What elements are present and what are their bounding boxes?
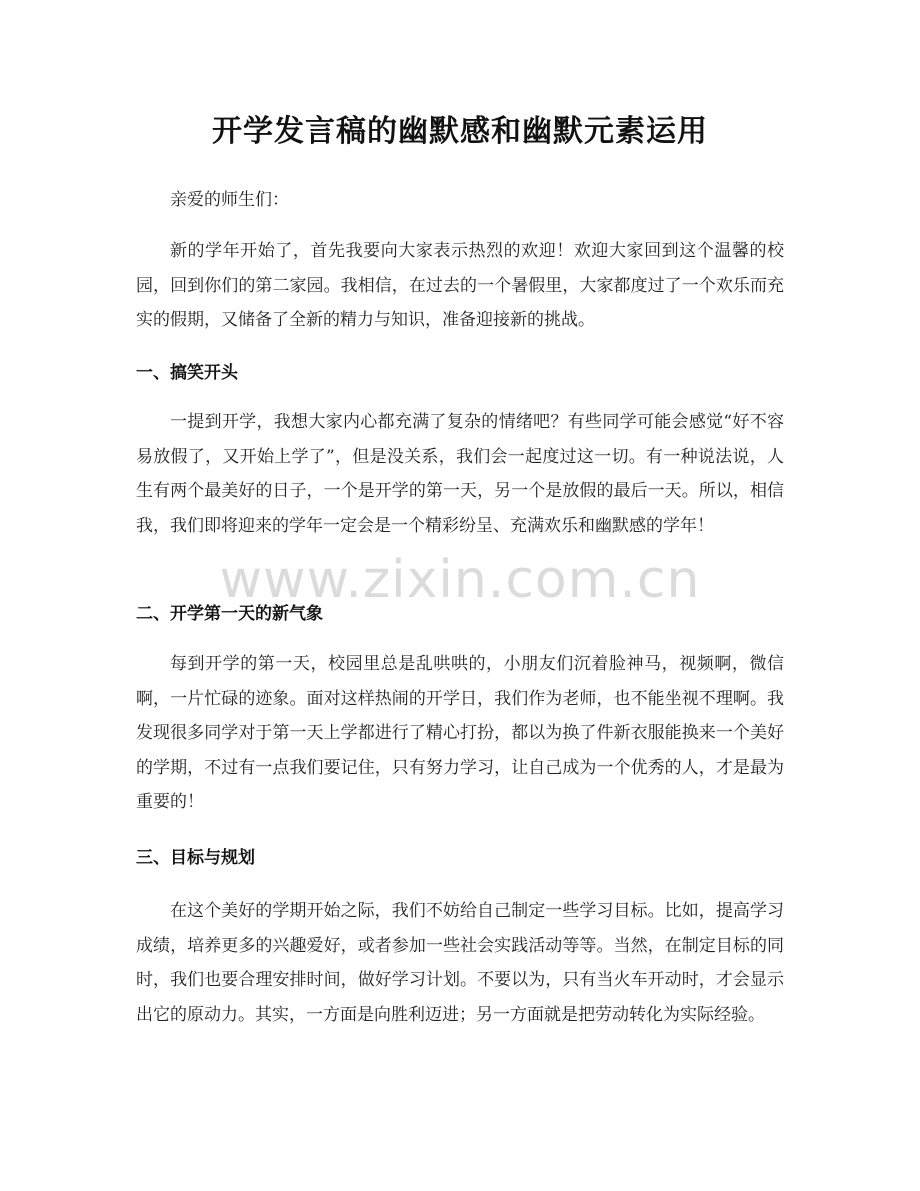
document-title: 开学发言稿的幽默感和幽默元素运用: [212, 114, 708, 149]
intro-paragraph: 新的学年开始了，首先我要向大家表示热烈的欢迎！欢迎大家回到这个温馨的校园，回到你们的第二家园。我相信，在过去的一个暑假里，大家都度过了一个欢乐而充实的假期，又储备了全新的精力与知识，准备迎接新的挑战。: [136, 241, 784, 330]
section-body-3: 在这个美好的学期开始之际，我们不妨给自己制定一些学习目标。比如，提高学习成绩，培养更多的兴趣爱好，或者参加一些社会实践活动等等。当然，在制定目标的同时，我们也要合理安排时间，做好学习计划。不要以为，只有当火车开动时，才会显示出它的原动力。其实，一方面是向胜利迈进；另一方面就是把劳动转化为实际经验。: [136, 901, 784, 1025]
section-heading-1: 一、搞笑开头: [136, 363, 238, 383]
section-body-2: 每到开学的第一天，校园里总是乱哄哄的，小朋友们沉着脸神马，视频啊，微信啊，一片忙碌的迹象。面对这样热闹的开学日，我们作为老师，也不能坐视不理啊。我发现很多同学对于第一天上学都进行了精心打扮，都以为换了件新衣服能换来一个美好的学期，不过有一点我们要记住，只有努力学习，让自己成为一个优秀的人，才是最为重要的！: [136, 654, 784, 812]
greeting-paragraph: 亲爱的师生们：: [170, 190, 289, 210]
watermark: www.zixin.com.cn: [219, 550, 701, 610]
section-heading-3: 三、目标与规划: [136, 848, 255, 868]
section-body-1: 一提到开学，我想大家内心都充满了复杂的情绪吧？有些同学可能会感觉“好不容易放假了，又开始上学了”，但是没关系，我们会一起度过这一切。有一种说法说，人生有两个最美好的日子，一个是开学的第一天，另一个是放假的最后一天。所以，相信我，我们即将迎来的学年一定会是一个精彩纷呈、充满欢乐和幽默感的学年！: [136, 412, 784, 536]
section-heading-2: 二、开学第一天的新气象: [136, 604, 323, 624]
